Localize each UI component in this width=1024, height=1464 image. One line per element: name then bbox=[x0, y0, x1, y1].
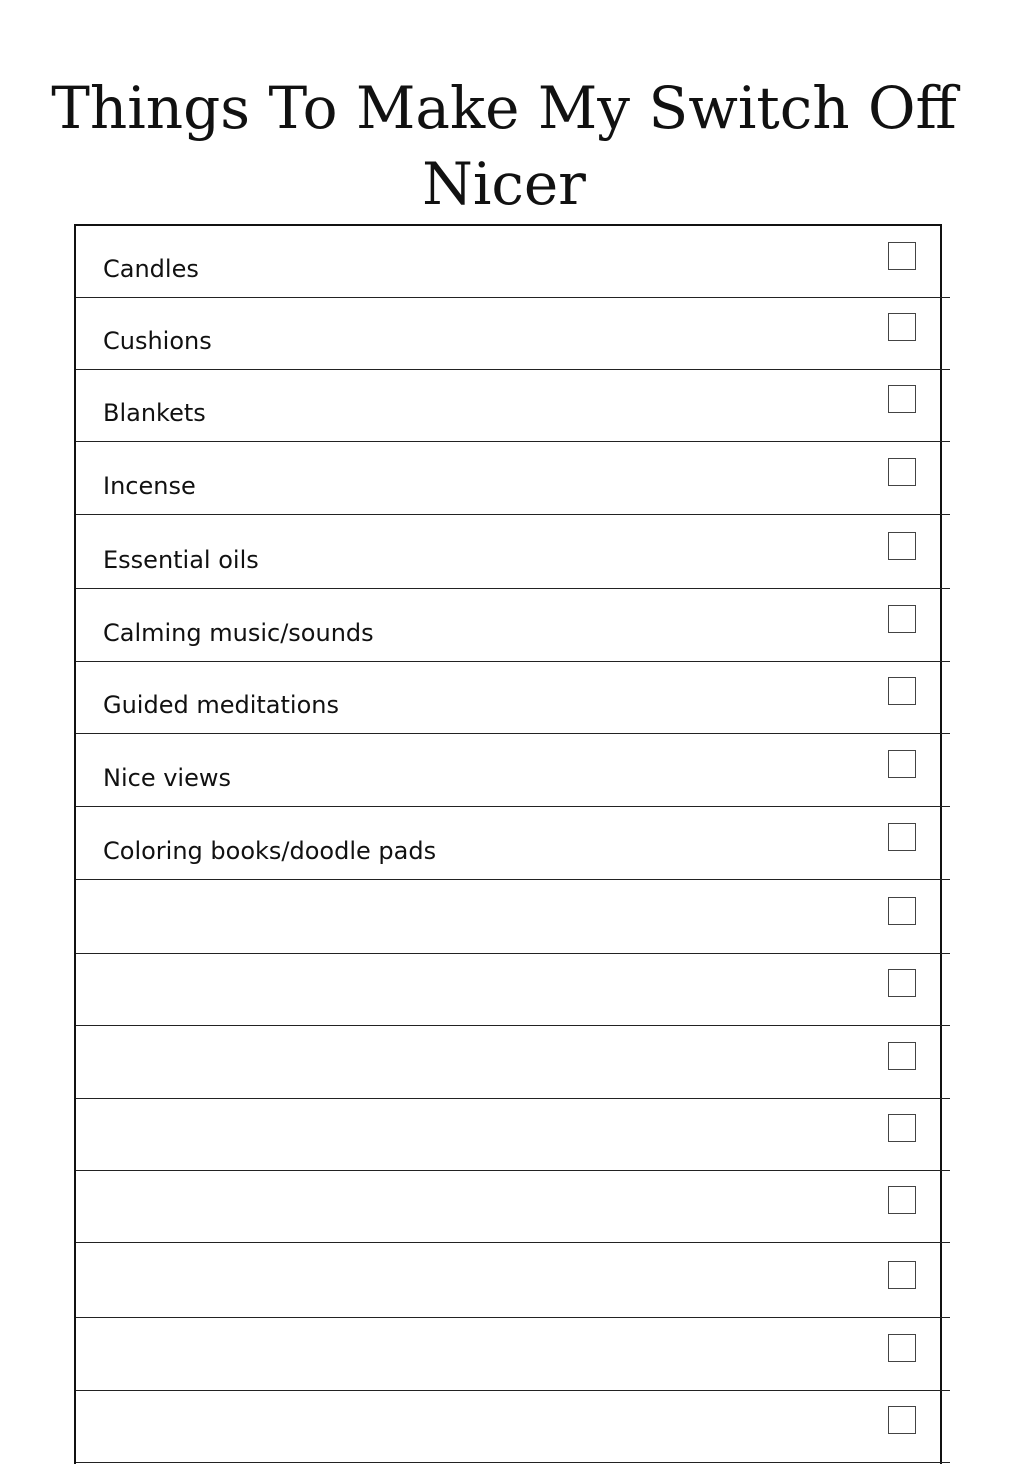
checklist-row bbox=[76, 807, 950, 880]
checklist-table bbox=[74, 224, 942, 1464]
page-title: Things To Make My Switch Off Nicer bbox=[51, 74, 957, 218]
checklist-row bbox=[76, 369, 950, 442]
checkbox[interactable] bbox=[888, 823, 916, 851]
checklist-row bbox=[76, 1318, 950, 1391]
checkbox[interactable] bbox=[888, 605, 916, 633]
checklist-item-label: Guided meditations bbox=[103, 691, 339, 719]
checklist-row bbox=[76, 516, 950, 589]
checklist-row bbox=[76, 1098, 950, 1171]
checkbox[interactable] bbox=[888, 677, 916, 705]
checkbox[interactable] bbox=[888, 1186, 916, 1214]
checklist-row bbox=[76, 297, 950, 370]
checklist-item-label: Cushions bbox=[103, 327, 212, 355]
checklist-row bbox=[76, 1170, 950, 1243]
checklist-row bbox=[76, 953, 950, 1026]
checklist-item-label: Blankets bbox=[103, 399, 206, 427]
checklist-item-label: Incense bbox=[103, 472, 196, 500]
checklist-row bbox=[76, 1245, 950, 1318]
checklist-row bbox=[76, 589, 950, 662]
checklist-row bbox=[76, 661, 950, 734]
checklist-item-label: Essential oils bbox=[103, 546, 259, 574]
checkbox[interactable] bbox=[888, 1114, 916, 1142]
checklist-row bbox=[76, 1390, 950, 1463]
checkbox[interactable] bbox=[888, 897, 916, 925]
checkbox[interactable] bbox=[888, 1334, 916, 1362]
checkbox[interactable] bbox=[888, 969, 916, 997]
checkbox[interactable] bbox=[888, 1406, 916, 1434]
checkbox[interactable] bbox=[888, 532, 916, 560]
checkbox[interactable] bbox=[888, 385, 916, 413]
checkbox[interactable] bbox=[888, 242, 916, 270]
checkbox[interactable] bbox=[888, 313, 916, 341]
checklist-item-label: Calming music/sounds bbox=[103, 619, 374, 647]
checklist-item-label: Coloring books/doodle pads bbox=[103, 837, 437, 865]
checkbox[interactable] bbox=[888, 1042, 916, 1070]
checkbox[interactable] bbox=[888, 1261, 916, 1289]
checkbox[interactable] bbox=[888, 458, 916, 486]
checklist-row bbox=[76, 442, 950, 515]
checklist-row bbox=[76, 1026, 950, 1099]
checklist-row bbox=[76, 881, 950, 954]
checklist-item-label: Candles bbox=[103, 255, 199, 283]
checklist-row bbox=[76, 226, 950, 298]
checklist-item-label: Nice views bbox=[103, 764, 231, 792]
checklist-row bbox=[76, 734, 950, 807]
checkbox[interactable] bbox=[888, 750, 916, 778]
